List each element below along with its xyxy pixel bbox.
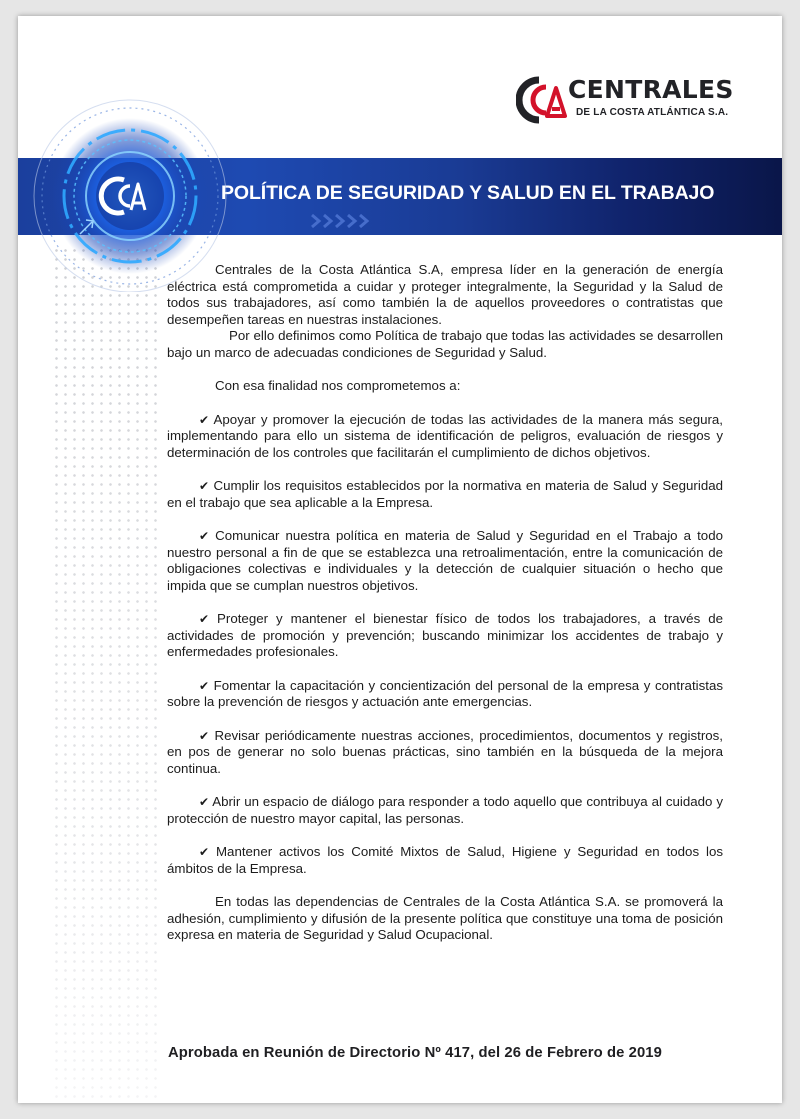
commitment-lead: Con esa finalidad nos comprometemos a:	[215, 378, 461, 393]
policy-body	[167, 262, 723, 944]
commitment-item	[167, 528, 723, 594]
logo-company-subtitle: DE LA COSTA ATLÁNTICA S.A.	[576, 107, 729, 118]
checkmark-icon: ✔	[199, 845, 210, 859]
approval-note: Aprobada en Reunión de Directorio Nº 417, del 26 de Febrero de 2019	[168, 1045, 662, 1061]
cca-logo-mark-icon	[516, 76, 568, 124]
commitment-item-text: Abrir un espacio de diálogo para responder a todo aquello que contribuya al cuidado y protección de nuestro mayor capital, las personas.	[167, 794, 723, 826]
commitment-item-text: Comunicar nuestra política en materia de Salud y Seguridad en el Trabajo a todo nuestro personal a fin de que se establezca una retroalimentación, entre la comunicación de obligaciones colectivas e individuales y la detección de cualquier situación o hecho que impida que se cumplan nuestros objetivos.	[167, 528, 723, 593]
commitment-item	[167, 478, 723, 511]
dot-pattern-decoration	[52, 246, 160, 1103]
checkmark-icon: ✔	[199, 529, 210, 543]
checkmark-icon: ✔	[199, 412, 210, 427]
commitment-item	[167, 844, 723, 877]
checkmark-icon: ✔	[199, 479, 210, 493]
commitment-item-text: Mantener activos los Comité Mixtos de Salud, Higiene y Seguridad en todos los ámbitos de la Empresa.	[167, 844, 723, 876]
checkmark-icon: ✔	[199, 795, 210, 809]
closing-paragraph: En todas las dependencias de Centrales de la Costa Atlántica S.A. se promoverá la adhesión, cumplimiento y difusión de la presente política que constituye una toma de posición expresa en materia de Seguridad y Salud Ocupacional.	[167, 894, 723, 942]
commitment-item-text: Apoyar y promover la ejecución de todas las actividades de la manera más segura, implementando para ello un sistema de identificación de peligros, evaluación de riesgos y determinación de los controles que facilitarán el cumplimiento de dichos objetivos.	[167, 411, 724, 460]
commitment-item-text: Cumplir los requisitos establecidos por la normativa en materia de Salud y Seguridad en el trabajo que sea aplicable a la Empresa.	[167, 478, 723, 510]
commitment-item	[167, 678, 723, 711]
company-logo	[516, 75, 734, 124]
commitment-item-text: Fomentar la capacitación y concientización del personal de la empresa y contratistas sobre la prevención de riesgos y actuación ante emergencias.	[167, 677, 723, 709]
commitment-item	[167, 794, 723, 827]
commitment-item	[167, 728, 723, 778]
document-page	[18, 16, 782, 1103]
commitment-item-text: Revisar periódicamente nuestras acciones, procedimientos, documentos y registros, en pos de generar no solo buenas prácticas, sino también en la búsqueda de la mejora continua.	[167, 727, 724, 776]
commitment-item-text: Proteger y mantener el bienestar físico de todos los trabajadores, a través de actividades de promoción y prevención; buscando minimizar los accidentes de trabajo y enfermedades profesionales.	[167, 611, 723, 659]
intro-paragraph: Por ello definimos como Política de trabajo que todas las actividades se desarrollen bajo un marco de adecuadas condiciones de Seguridad y Salud.	[167, 328, 723, 360]
checkmark-icon: ✔	[199, 612, 210, 626]
checkmark-icon: ✔	[199, 728, 210, 743]
page-title: POLÍTICA DE SEGURIDAD Y SALUD EN EL TRABAJO	[221, 182, 715, 204]
checkmark-icon: ✔	[199, 678, 210, 693]
intro-paragraph: Centrales de la Costa Atlántica S.A, empresa líder en la generación de energía eléctrica está comprometida a cuidar y proteger integralmente, la Seguridad y la Salud de todos sus trabajadores, así como también la de aquellos proveedores o contratistas que desempeñen tareas en nuestras instalaciones.	[167, 262, 723, 327]
logo-company-name: CENTRALES	[568, 75, 734, 104]
chevrons-decoration-icon	[310, 212, 370, 230]
commitment-item	[167, 412, 723, 462]
commitment-item	[167, 611, 723, 661]
